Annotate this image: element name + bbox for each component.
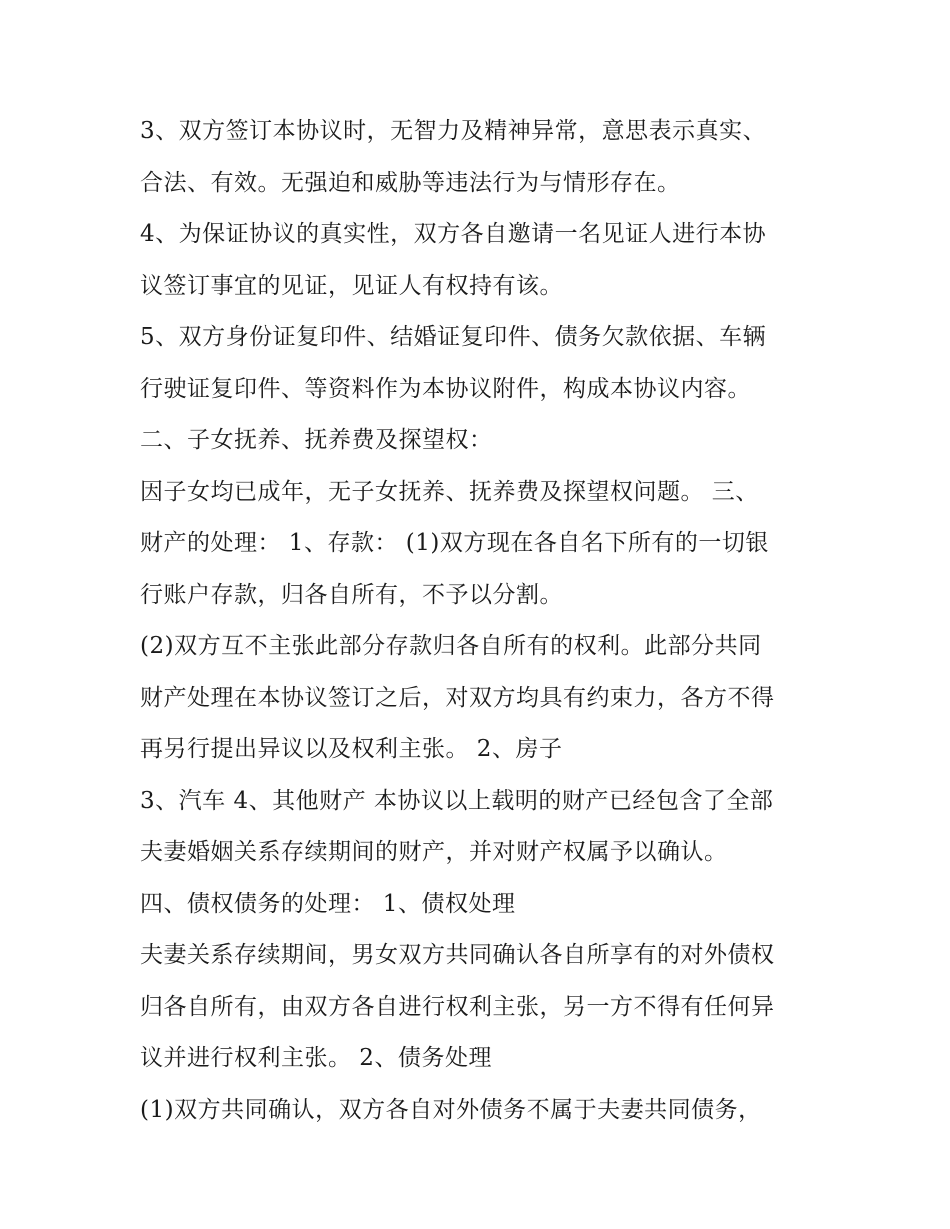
text-line: 再另行提出异议以及权利主张。 2、房子 [140, 736, 563, 762]
text-line: 合法、有效。无强迫和威胁等违法行为与情形存在。 [140, 169, 681, 196]
text-line: 因子女均已成年，无子女抚养、抚养费及探望权问题。 三、 [140, 478, 759, 505]
text-line: 夫妻关系存续期间，男女双方共同确认各自所享有的对外债权 [140, 942, 775, 968]
text-line: 5、双方身份证复印件、结婚证复印件、债务欠款依据、车辆 [140, 324, 767, 350]
text-line: (1)双方共同确认，双方各自对外债务不属于夫妻共同债务， [140, 1096, 762, 1123]
text-line: 3、汽车 4、其他财产 本协议以上载明的财产已经包含了全部 [140, 787, 774, 814]
text-line: 3、双方签订本协议时，无智力及精神异常，意思表示真实、 [140, 118, 767, 144]
text-line: 归各自所有，由双方各自进行权利主张，另一方不得有任何异 [140, 993, 775, 1020]
text-line: 财产的处理： 1、存款： (1)双方现在各自名下所有的一切银 [140, 530, 769, 556]
text-line: 财产处理在本协议签订之后，对双方均具有约束力，各方不得 [140, 684, 775, 711]
text-line: 夫妻婚姻关系存续期间的财产，并对财产权属予以确认。 [140, 839, 728, 865]
section-heading: 四、债权债务的处理： 1、债权处理 [140, 890, 516, 917]
text-line: 议签订事宜的见证，见证人有权持有该。 [140, 272, 563, 299]
text-line: 行账户存款，归各自所有，不予以分割。 [140, 581, 563, 608]
text-line: 议并进行权利主张。 2、债务处理 [140, 1045, 492, 1071]
text-line: 行驶证复印件、等资料作为本协议附件，构成本协议内容。 [140, 375, 751, 402]
document-body [140, 106, 820, 1136]
section-heading: 二、子女抚养、抚养费及探望权： [140, 427, 493, 453]
text-line: (2)双方互不主张此部分存款归各自所有的权利。此部分共同 [140, 633, 762, 659]
text-line: 4、为保证协议的真实性，双方各自邀请一名见证人进行本协 [140, 221, 767, 247]
